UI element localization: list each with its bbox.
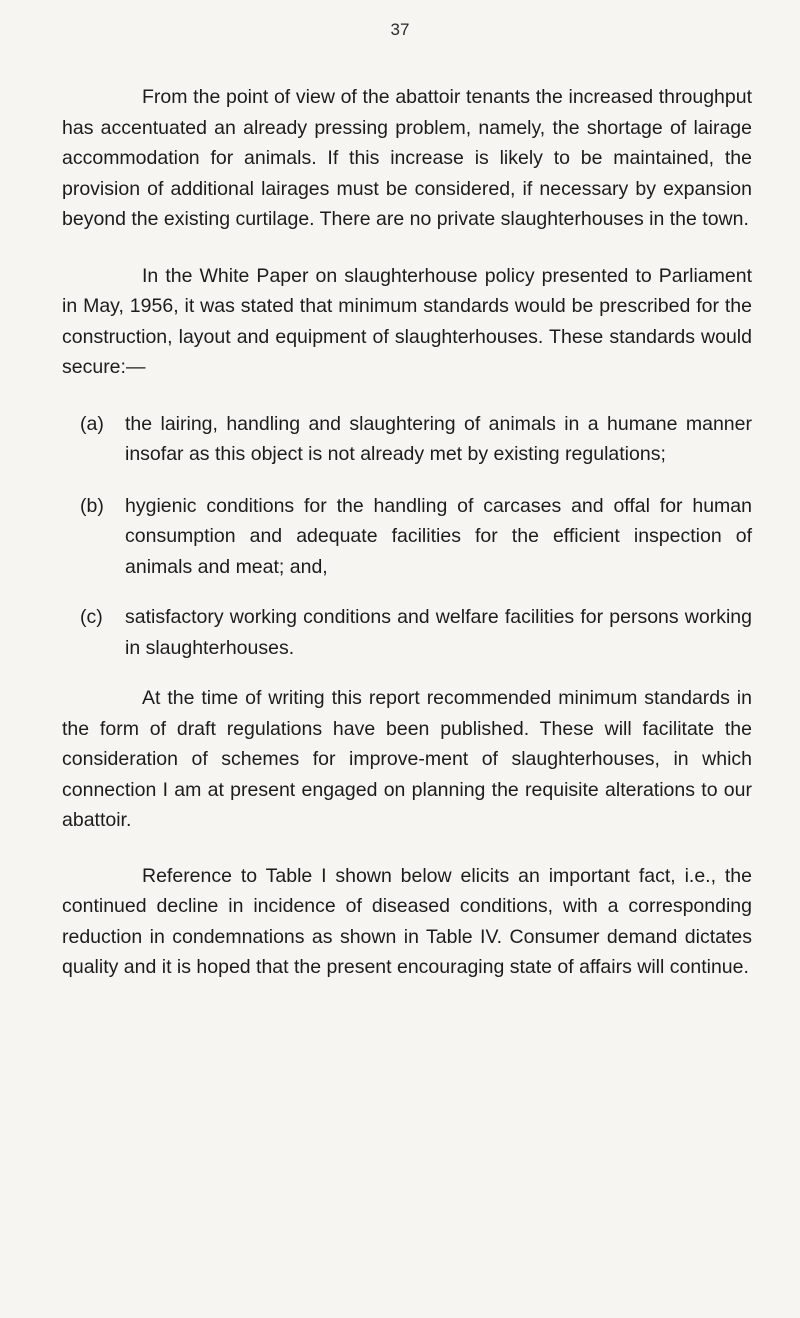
list-item: [62, 491, 752, 583]
page-number: 37: [390, 20, 410, 39]
paragraph-draft-regulations: At the time of writing this report recommended minimum standards in the form of draft regulations have been published. These will facilitate the consideration of schemes for improve-ment of slaughterhouses, in which connection I am at present engaged on planning the requisite alterations to our abattoir.: [62, 687, 752, 831]
list-marker: (b): [80, 494, 104, 517]
list-item-text: hygienic conditions for the handling of carcases and offal for human consumption and adequate facilities for the efficient inspection of animals and meat; and,: [125, 494, 752, 578]
standards-list: [62, 409, 752, 664]
paragraph-lairage: From the point of view of the abattoir tenants the increased throughput has accentuated an already pressing problem, namely, the shortage of lairage accommodation for animals. If this increase is likely to be maintained, the provision of additional lairages must be considered, if necessary by expansion beyond the existing curtilage. There are no private slaughterhouses in the town.: [62, 86, 752, 230]
list-item: [62, 602, 752, 663]
list-marker: (c): [80, 606, 103, 628]
list-marker: (a): [80, 412, 104, 435]
list-item: [62, 409, 752, 470]
paragraph-table-reference: Reference to Table I shown below elicits an important fact, i.e., the continued decline in incidence of diseased conditions, with a corresponding reduction in condemnations as shown in Table IV. Consumer demand dictates quality and it is hoped that the present encouraging state of affairs will continue.: [62, 864, 752, 978]
document-body: [62, 82, 752, 983]
list-item-text: the lairing, handling and slaughtering of animals in a humane manner insofar as this object is not already met by existing regulations;: [125, 412, 752, 465]
paragraph-white-paper: In the White Paper on slaughterhouse policy presented to Parliament in May, 1956, it was stated that minimum standards would be prescribed for the construction, layout and equipment of slaughterhouses. These standards would secure:—: [62, 264, 752, 378]
list-item-text: satisfactory working conditions and welfare facilities for persons working in slaughterhouses.: [125, 606, 752, 659]
